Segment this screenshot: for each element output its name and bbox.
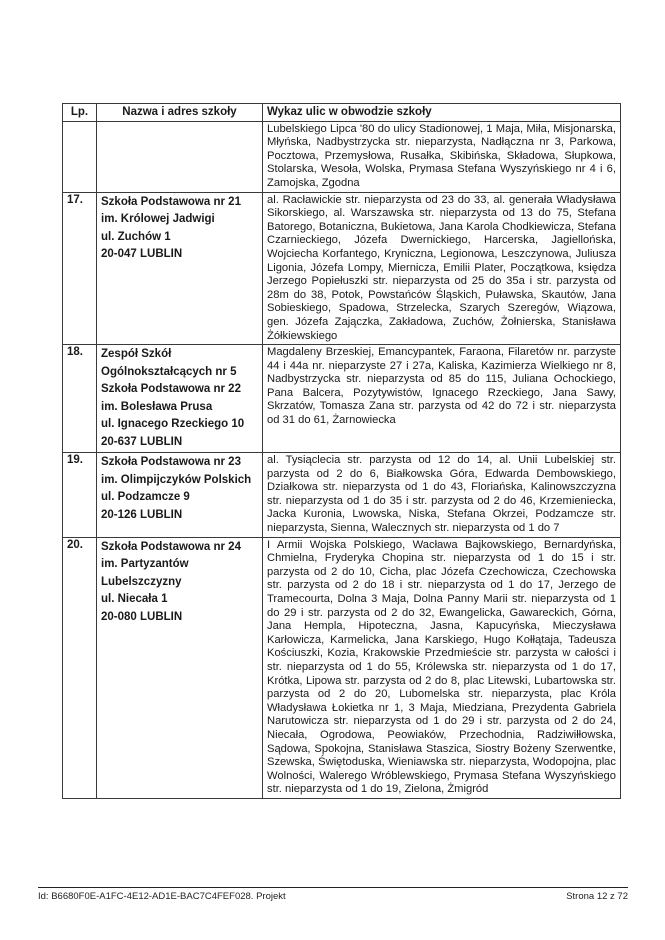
school-postal-line: 20-126 LUBLIN <box>101 508 183 521</box>
table-header-row <box>63 104 621 122</box>
cell-school-name <box>97 121 263 192</box>
table-row <box>63 453 621 538</box>
school-patron-line: im. Partyzantów <box>101 558 189 571</box>
cell-lp: 17. <box>63 192 97 345</box>
table-row <box>63 192 621 345</box>
school-patron-line: Lubelszczyzny <box>101 575 182 588</box>
cell-lp: 19. <box>63 453 97 538</box>
school-districts-table <box>62 103 621 799</box>
cell-school-name <box>97 453 263 538</box>
school-postal-line: 20-047 LUBLIN <box>101 248 183 261</box>
header-lp: Lp. <box>63 104 97 122</box>
cell-school-name <box>97 345 263 453</box>
cell-streets: I Armii Wojska Polskiego, Wacława Bajkowskiego, Bernardyńska, Chmielna, Fryderyka Chopina str. nieparzysta od 1 do 15 i str. parzysta od 2 do 10, Cicha, plac Józefa Czechowicza, Czechowska str. parzysta od 2 do 18 i str. nieparzysta od 1 do 17, Jerzego de Tramecourta, Dolna 3 Maja, Dolna Panny Marii str. nieparzysta od 1 do 29 i str. parzysta od 2 do 32, Ewangelicka, Gawareckich, Górna, Jana Hempla, Hipoteczna, Jasna, Kapucyńska, Mieczysława Karłowicza, Karmelicka, Jana Karskiego, Hugo Kołłątaja, Tadeusza Kościuszki, Kozia, Krakowskie Przedmieście str. parzysta w całości i str. nieparzysta od 1 do 55, Królewska str. nieparzysta od 1 do 17, Krótka, Lipowa str. parzysta od 2 do 8, plac Litewski, Lubartowska str. parzysta od 2 do 20, Lubomelska str. nieparzysta, plac Króla Władysława Łokietka nr 1, 3 Maja, Miedziana, Prezydenta Gabriela Narutowicza str. nieparzysta od 1 do 29 i str. parzysta od 2 do 24, Niecała, Ogrodowa, Peowiaków, Przechodnia, Radziwiłłowska, Sądowa, Spokojna, Stanisława Staszica, Siostry Bożeny Szerwentke, Szewska, Świętoduska, Wieniawska str. nieparzysta, Wodopojna, plac Wolności, Walerego Wróblewskiego, Prymasa Stefana Wyszyńskiego str. nieparzysta od 1 do 19, Zielona, Żmigród <box>263 537 621 798</box>
school-name-line: Ogólnokształcących nr 5 <box>101 365 237 378</box>
cell-streets: Magdaleny Brzeskiej, Emancypantek, Faraona, Filaretów nr. parzyste 44 i 44a nr. nieparzyste 27 i 27a, Kaliska, Kazimierza Wielkiego nr 8, Nadbystrzycka str. nieparzysta od 85 do 115, Juliana Ochockiego, Pana Balcera, Pozytywistów, Ignacego Rzeckiego, Jana Sawy, Skrzatów, Tomasza Zana str. parzysta od 42 do 72 i str. nieparzysta od 31 do 61, Żarnowiecka <box>263 345 621 453</box>
school-street-line: ul. Niecała 1 <box>101 593 168 606</box>
footer-divider <box>38 887 628 888</box>
header-streets: Wykaz ulic w obwodzie szkoły <box>263 104 621 122</box>
school-patron-line: im. Królowej Jadwigi <box>101 213 215 226</box>
school-name-line: Szkoła Podstawowa nr 23 <box>101 456 241 469</box>
school-postal-line: 20-637 LUBLIN <box>101 435 183 448</box>
school-street-line: ul. Podzamcze 9 <box>101 491 190 504</box>
school-name-line: Szkoła Podstawowa nr 22 <box>101 383 241 396</box>
cell-school-name <box>97 537 263 798</box>
table-row <box>63 345 621 453</box>
table-row-continuation <box>63 121 621 192</box>
document-id: Id: B6680F0E-A1FC-4E12-AD1E-BAC7C4FEF028. Projekt <box>38 891 286 902</box>
school-postal-line: 20-080 LUBLIN <box>101 610 183 623</box>
page-number: Strona 12 z 72 <box>566 891 628 902</box>
table-row <box>63 537 621 798</box>
cell-lp: 18. <box>63 345 97 453</box>
cell-streets: al. Racławickie str. nieparzysta od 23 do 33, al. generała Władysława Sikorskiego, al. Warszawska str. nieparzysta od 13 do 75, Stefana Batorego, Botaniczna, Bukietowa, Jana Karola Chodkiewicza, Stefana Czarnieckiego, Józefa Dwernickiego, Harcerska, Jagiellońska, Wojciecha Korfantego, Kryniczna, Legionowa, Leszczynowa, Juliusza Ligonia, Józefa Lompy, Miernicza, Emilii Plater, Początkowa, księdza Jerzego Popiełuszki str. nieparzysta od 25 do 35a i str. parzysta od 28m do 38, Potok, Powstańców Śląskich, Puławska, Skautów, Jana Sobieskiego, Spadowa, Strzelecka, Szarych Szeregów, Wiązowa, gen. Józefa Zajączka, Zakładowa, Zuchów, Żołnierska, Stanisława Żółkiewskiego <box>263 192 621 345</box>
school-patron-line: im. Bolesława Prusa <box>101 400 213 413</box>
cell-lp <box>63 121 97 192</box>
cell-lp: 20. <box>63 537 97 798</box>
cell-school-name <box>97 192 263 345</box>
school-name-line: Szkoła Podstawowa nr 24 <box>101 540 241 553</box>
school-patron-line: im. Olimpijczyków Polskich <box>101 473 252 486</box>
school-street-line: ul. Ignacego Rzeckiego 10 <box>101 418 245 431</box>
cell-streets: Lubelskiego Lipca '80 do ulicy Stadionowej, 1 Maja, Miła, Misjonarska, Młyńska, Nadbystrzycka str. nieparzysta, Nadłączna nr 3, Parkowa, Pocztowa, Przemysłowa, Rusałka, Skibińska, Składowa, Słupkowa, Stolarska, Wesoła, Wolska, Prymasa Stefana Wyszyńskiego nr 4 i 6, Zamojska, Zgodna <box>263 121 621 192</box>
school-street-line: ul. Zuchów 1 <box>101 230 171 243</box>
cell-streets: al. Tysiąclecia str. parzysta od 12 do 14, al. Unii Lubelskiej str. parzysta od 2 do 6, Białkowska Góra, Edwarda Dembowskiego, Działkowa str. nieparzysta od 1 do 43, Floriańska, Kalinowszczyzna str. nieparzysta od 1 do 35 i str. parzysta od 2 do 46, Krzemieniecka, Jacka Kuronia, Lwowska, Niska, Stefana Okrzei, Podzamcze str. nieparzysta, Sienna, Walecznych str. nieparzysta od 1 do 7 <box>263 453 621 538</box>
school-name-line: Zespół Szkół <box>101 348 172 361</box>
header-school-name: Nazwa i adres szkoły <box>97 104 263 122</box>
school-name-line: Szkoła Podstawowa nr 21 <box>101 195 241 208</box>
